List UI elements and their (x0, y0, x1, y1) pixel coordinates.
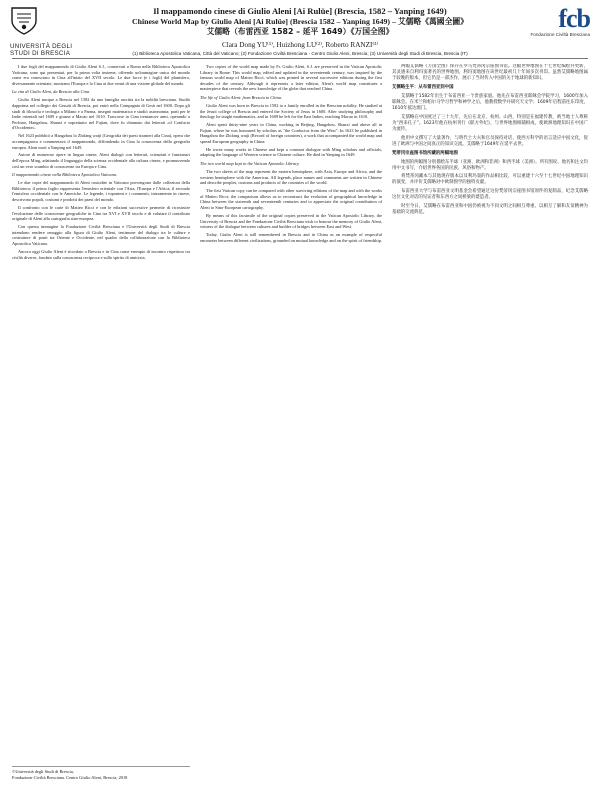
paragraph: 他用中文撰写了大量著作，与明代士大夫和官员保持对话，使西方科学的语言适应中国文化，促进了欧洲与中国之间真正的知识交流。艾儒略于1649年在延平去世。 (392, 135, 588, 147)
paragraph: He wrote many works in Chinese and kept a constant dialogue with Ming scholars and officials, adapting the language of Western science to Chinese culture. He died in Yanping in 1649. (200, 146, 382, 158)
paragraph: Il confronto con le carte di Matteo Ricci e con le edizioni successive permette di ricostruire l'evoluzione delle conoscenze geografiche in Cina tra XVI e XVII secolo e di valutare il contributo originale di Aleni alla cartografia sino-europea. (12, 205, 190, 222)
paragraph: Two copies of the world map made by Fr. Giulio Aleni, S.J. are preserved in the Vatican Apostolic Library in Rome. This world map, edited and updated in the seventeenth century, was inspired by the famous world map of Matteo Ricci, which was printed in several successive editions during the first decades of the century. Although it represents a later edition, Aleni's world map constitutes a masterpiece that reveals the new knowledge of the globe that reached China. (200, 64, 382, 92)
paragraph: 地图的两幅图分别描绘东半球（亚洲、欧洲和非洲）和西半球（美洲）。所有图说、地名和注文均用中文书写，介绍世界各国的民族、风俗和物产。 (392, 159, 588, 171)
paragraph: 将梵蒂冈藏本与其他现存版本以及利玛窦的作品相比较，可以重建十六至十七世纪中国地理知识的演变，并评价艾儒略对中欧制图学的独特贡献。 (392, 174, 588, 186)
paragraph: 布雷西亚大学与布雷西亚文明基金会希望通过这份梵蒂冈宗座图书馆原件的复制品，纪念艾儒略这位文化对话的见证者和东西方之间桥梁的建造者。 (392, 189, 588, 201)
copyright-line: Fondazione Civiltà Bresciana. Centro Giulio Aleni, Brescia, 2018 (12, 774, 128, 780)
section-heading: The two world map kept in the Vatican Apostolic Library. (200, 161, 300, 167)
paragraph: 艾儒略于1582年出生于布雷西亚一个贵族家庭。他先在布雷西亚耶稣会学院学习，1600年加入耶稣会。在米兰和帕尔马学习哲学和神学之后，他教授数学并研究天文学；1609年启程前往东印度，1610年抵达澳门。 (392, 94, 588, 112)
english-column (200, 64, 382, 789)
paragraph: Today, Giulio Aleni is still remembered in Brescia and in China as an example of respectful encounter between different civilizations, grounded on mutual knowledge and on the spirit of friendship. (200, 232, 382, 243)
title-english: Chinese World Map by Giulio Aleni [Ai Rulüe] (Brescia 1582 – Yanping 1649) – 艾儒略《萬國全圖》 (131, 17, 468, 26)
paragraph: I due fogli del mappamondo di Giulio Aleni S.J., conservati a Roma nella Biblioteca Apostolica Vaticana, sono qui presentati, per la prima volta insieme, offrendo un'immagine unica del mondo come era conosciuto in Cina all'inizio del XVII secolo. Le due facce (e i fogli) del planisfero, diversamente orientate, mostrano l'Europa e la Cina ai due centri di una visione globale del mondo. (12, 64, 190, 86)
section-heading: La vita di Giulio Aleni, da Brescia alla Cina. (12, 89, 91, 95)
paragraph: Aleni spent thirty-nine years in China, working in Beijing, Hangzhou, Shanxi and above all in Fujian, where he was honoured by scholars as "the Confucius from the West". In 1623 he published in Hangzhou the Zhifang waiji (Record of foreign countries), a work that accompanied the world map and spread European geography in China. (200, 122, 382, 144)
copyright-line: ©Università degli Studi di Brescia, (12, 769, 74, 774)
paragraph: Giulio Aleni nacque a Brescia nel 1582 da una famiglia ascritta tra la nobiltà bresciana. Studiò dapprima nel collegio dei Gesuiti di Brescia, poi entrò nella Compagnia di Gesù nel 1600. Dopo gli studi di filosofia e teologia a Milano e a Parma, insegnò matematica e studiò astronomia; partì per le Indie orientali nel 1609 e giunse a Macao nel 1610. Trascorse in Cina trentanove anni, operando a Pechino, Hangzhou, Shanxi e soprattutto nel Fujian, dove fu chiamato dai letterati «il Confucio d'Occidente». (12, 97, 190, 131)
title-italian: Il mappamondo cinese di Giulio Aleni [Ai Rulüe] (Brescia, 1582 – Yanping 1649) (153, 6, 447, 16)
university-name: UNIVERSITÀ DEGLI STUDI DI BRESCIA (10, 43, 73, 57)
paragraph: Giulio Aleni was born in Brescia in 1582 to a family enrolled in the Brescian nobility. He studied at the Jesuit college of Brescia and entered the Society of Jesus in 1600. After studying philosophy and theology he taught mathematics, and in 1609 he left for the East Indies, reaching Macao in 1610. (200, 102, 382, 120)
foundation-logo (520, 6, 590, 54)
paragraph: Le due copie del mappamondo di Aleni custodite in Vaticano provengono dalle collezioni della Biblioteca; il primo foglio rappresenta l'emisfero orientale con l'Asia, l'Europa e l'Africa, il secondo l'emisfero occidentale con le Americhe. Le legende, i toponimi e i commenti, interamente in cinese, descrivono popoli, costumi e prodotti dei paesi del mondo. (12, 180, 190, 203)
section-heading: The life of Giulio Aleni: from Brescia to China. (200, 94, 283, 100)
affiliations: (1) Biblioteca Apostolica Vaticana, Città del Vaticano; (2) Fondazione Civiltà Bresciana - Centro Giulio Aleni, Brescia; (3) Università degli Studi di Brescia, Brescia (IT) (132, 51, 468, 56)
paragraph: Nel 1623 pubblicò a Hangzhou lo Zhifang waiji (Geografia dei paesi stranieri alla Cina), opera che accompagnava e commentava il mappamondo, diffondendo in Cina la conoscenza della geografia europea. Aleni morì a Yanping nel 1649. (12, 133, 190, 150)
section-heading: 艾儒略生平：从布雷西亚到中国 (392, 85, 454, 91)
paragraph: Ancora oggi Giulio Aleni è ricordato a Brescia e in Cina come esempio di incontro rispettoso tra civiltà diverse, fondato sulla conoscenza reciproca e sullo spirito di amicizia. (12, 248, 190, 260)
university-shield-icon (10, 6, 38, 36)
copyright-footer (12, 766, 190, 780)
paragraph: Autore di numerose opere in lingua cinese, Aleni dialogò con letterati, scienziati e funzionari dell'epoca Ming, adattando il linguaggio della scienza occidentale alla cultura cinese, e promuovendo così un vero scambio di conoscenze tra Europa e Cina. (12, 152, 190, 169)
foundation-name: Fondazione Civiltà Bresciana (530, 32, 590, 37)
foundation-mark: fcb (558, 4, 590, 33)
header-titles (82, 6, 518, 57)
italian-column (12, 64, 190, 776)
section-heading: Il mappamondo cinese nella Biblioteca Apostolica Vaticana. (12, 172, 117, 178)
university-logo (10, 6, 80, 62)
section-heading: 梵蒂冈宗座图书馆所藏的两幅地图 (392, 151, 458, 157)
paragraph: 两幅艾儒略《万国全图》保存在罗马梵蒂冈宗座图书馆。这幅世界地图在十七世纪编绘并更新，其灵感来自利玛窦著名的世界地图，利玛窦地图在该世纪最初几十年间多次刊印。虽然艾儒略地图属于较晚的版本，但它仍是一部杰作，展示了当时传入中国的关于地球的新知识。 (392, 64, 588, 82)
paragraph: The first Vatican copy can be compared with other surviving editions of the map and with the works of Matteo Ricci; the comparison allows us to reconstruct the evolution of geographical knowledge in China between the sixteenth and seventeenth centuries and to appreciate the original contribution of Aleni to Sino-European cartography. (200, 188, 382, 211)
paragraph: The two sheets of the map represent the eastern hemisphere, with Asia, Europe and Africa, and the western hemisphere with the Americas. All legends, place names and comments are written in Chinese and describe peoples, customs and products of the countries of the world. (200, 169, 382, 186)
paragraph: 时至今日，艾儒略在布雷西亚和中国仍被视为不同文明之间相互尊重、以相互了解和友谊精神为基础的交流典范。 (392, 203, 588, 215)
title-chinese: 艾儒略（布雷西亚 1582 – 延平 1649）《万国全图》 (206, 27, 394, 36)
authors: Clara Dong YU⁽¹⁾, Huizhong LU⁽²⁾, Roberto RANZI⁽³⁾ (221, 41, 379, 49)
paragraph: By means of this facsimile of the original copies preserved in the Vatican Apostolic Library, the University of Brescia and the Fondazione Civiltà Bresciana wish to honour the memory of Giulio Aleni, witness of the dialogue between cultures and builder of bridges between East and West. (200, 213, 382, 230)
header-divider (12, 58, 588, 59)
chinese-column (392, 64, 588, 789)
paragraph: Con questa immagine la Fondazione Civiltà Bresciana e l'Università degli Studi di Brescia intendono rendere omaggio alla figura di Giulio Aleni, testimone del dialogo tra le culture e costruttore di ponti tra Oriente e Occidente, nel quadro della collaborazione con la Biblioteca Apostolica Vaticana. (12, 224, 190, 246)
paragraph: 艾儒略在中国度过了三十九年，先后在北京、杭州、山西，特别是在福建传教，被当地士人尊称为“西来孔子”。1623年他在杭州刊行《职方外纪》，与世界地图相辅相成，使欧洲地理知识在中国广为流传。 (392, 114, 588, 133)
